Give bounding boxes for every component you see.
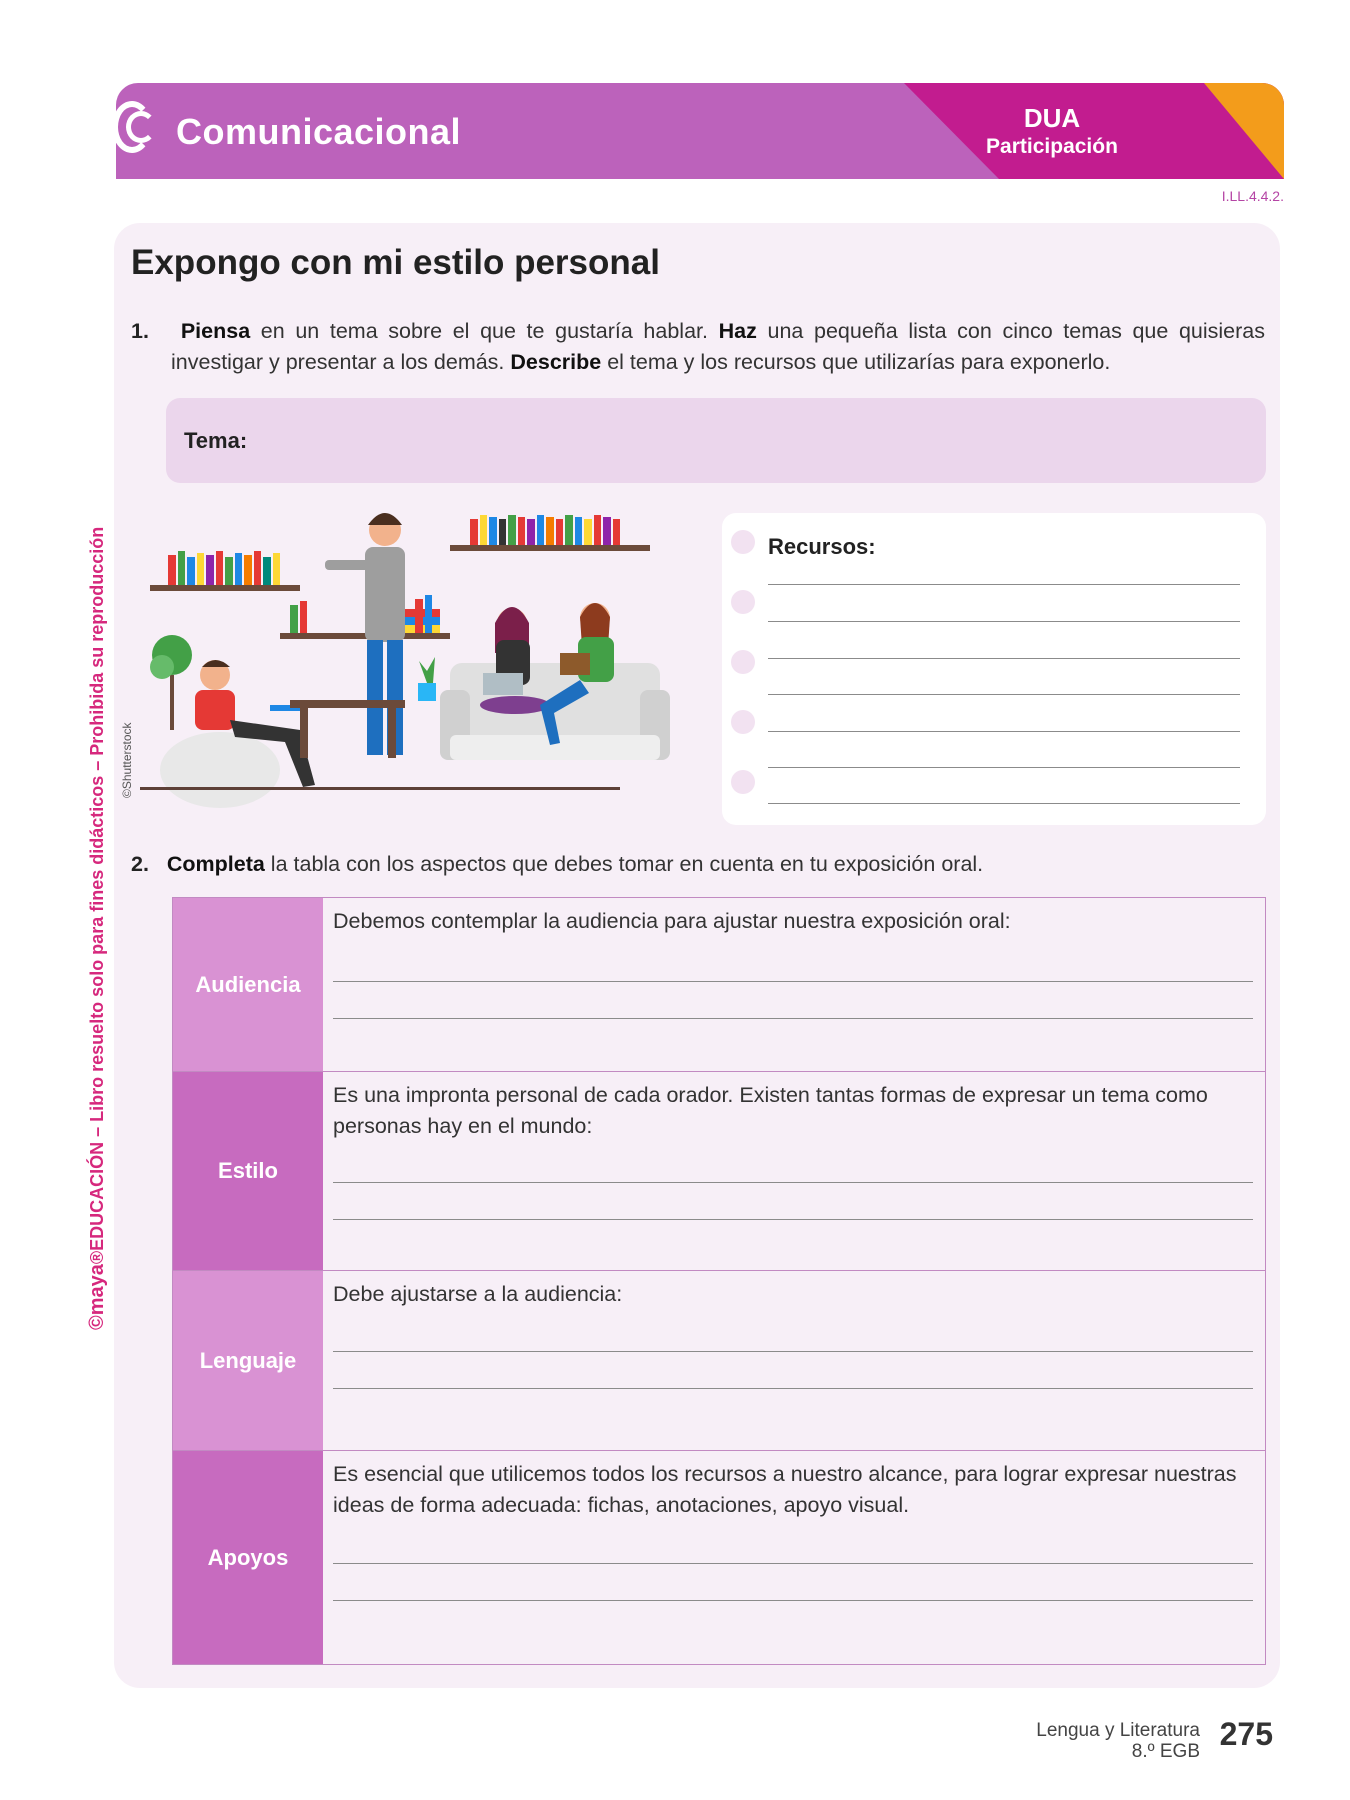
row-description: Es una impronta personal de cada orador. Existen tantas formas de expresar un tema como personas hay en el mundo: bbox=[333, 1083, 1208, 1138]
question-verb: Haz bbox=[718, 319, 757, 343]
table-row bbox=[172, 1451, 1266, 1665]
section-title: Comunicacional bbox=[176, 111, 462, 152]
subject-name: Lengua y Literatura bbox=[1036, 1720, 1200, 1741]
copyright-side-text bbox=[86, 527, 109, 1330]
row-header: Lenguaje bbox=[173, 1271, 323, 1450]
table-row bbox=[172, 1072, 1266, 1271]
answer-line[interactable] bbox=[333, 1182, 1253, 1183]
table-row bbox=[172, 897, 1266, 1072]
tema-answer-field[interactable] bbox=[166, 398, 1266, 483]
row-description: Es esencial que utilicemos todos los recursos a nuestro alcance, para lograr expresar nuestras ideas de forma adecuada: fichas, anotaciones, apoyo visual. bbox=[333, 1462, 1237, 1517]
list-bullet-icon bbox=[731, 710, 755, 734]
activity-title: Expongo con mi estilo personal bbox=[131, 243, 660, 282]
answer-line[interactable] bbox=[768, 621, 1240, 622]
list-bullet-icon bbox=[731, 650, 755, 674]
question-text: la tabla con los aspectos que debes tomar en cuenta en tu exposición oral. bbox=[264, 852, 984, 876]
question-text: una pequeña lista con cinco temas que quisieras investigar y presentar a los demás. bbox=[171, 319, 1266, 374]
row-header: Estilo bbox=[173, 1072, 323, 1270]
section-header bbox=[116, 83, 1284, 179]
row-header: Apoyos bbox=[173, 1451, 323, 1664]
grade-level: 8.º EGB bbox=[1131, 1741, 1200, 1762]
answer-line[interactable] bbox=[333, 1219, 1253, 1220]
footer-subject bbox=[1036, 1720, 1200, 1762]
tema-label: Tema: bbox=[184, 428, 248, 453]
answer-line[interactable] bbox=[768, 584, 1240, 585]
question-verb: Piensa bbox=[180, 319, 251, 343]
answer-line[interactable] bbox=[333, 1018, 1253, 1019]
comunicacional-logo-inner-icon bbox=[126, 111, 156, 143]
list-bullet-icon bbox=[731, 590, 755, 614]
question-2 bbox=[131, 849, 1265, 880]
answer-line[interactable] bbox=[333, 1351, 1253, 1352]
answer-line[interactable] bbox=[768, 803, 1240, 804]
publisher-brand: ©maya bbox=[86, 1264, 108, 1330]
question-text: el tema y los recursos que utilizarías para exponerlo. bbox=[601, 350, 1111, 374]
answer-line[interactable] bbox=[333, 981, 1253, 982]
answer-line[interactable] bbox=[768, 767, 1240, 768]
copyright-notice: ®EDUCACIÓN – Libro resuelto solo para fines didácticos – Prohibida su reproducción bbox=[87, 526, 107, 1265]
question-verb: Describe bbox=[510, 350, 602, 374]
image-credit: ©Shutterstock bbox=[120, 722, 134, 798]
list-bullet-icon bbox=[731, 770, 755, 794]
row-header: Audiencia bbox=[173, 898, 323, 1071]
recursos-label: Recursos: bbox=[768, 534, 876, 559]
answer-line[interactable] bbox=[333, 1600, 1253, 1601]
row-description: Debe ajustarse a la audiencia: bbox=[333, 1282, 623, 1306]
dua-badge-subtitle: Participación bbox=[986, 135, 1118, 158]
indicator-code: I.LL.4.4.2. bbox=[1221, 188, 1284, 204]
question-number: 1. bbox=[131, 319, 149, 343]
page-number: 275 bbox=[1219, 1716, 1273, 1752]
library-illustration bbox=[140, 505, 720, 810]
question-text: en un tema sobre el que te gustaría hablar. bbox=[250, 319, 719, 343]
row-description: Debemos contemplar la audiencia para ajustar nuestra exposición oral: bbox=[333, 909, 1011, 933]
dua-badge-title: DUA bbox=[1023, 103, 1081, 133]
question-number: 2. bbox=[131, 852, 149, 876]
answer-line[interactable] bbox=[333, 1388, 1253, 1389]
answer-line[interactable] bbox=[768, 694, 1240, 695]
answer-line[interactable] bbox=[768, 658, 1240, 659]
answer-line[interactable] bbox=[333, 1563, 1253, 1564]
table-row bbox=[172, 1271, 1266, 1451]
question-verb: Completa bbox=[166, 852, 265, 876]
question-1 bbox=[131, 316, 1265, 378]
answer-line[interactable] bbox=[768, 731, 1240, 732]
list-bullet-icon bbox=[731, 530, 755, 554]
